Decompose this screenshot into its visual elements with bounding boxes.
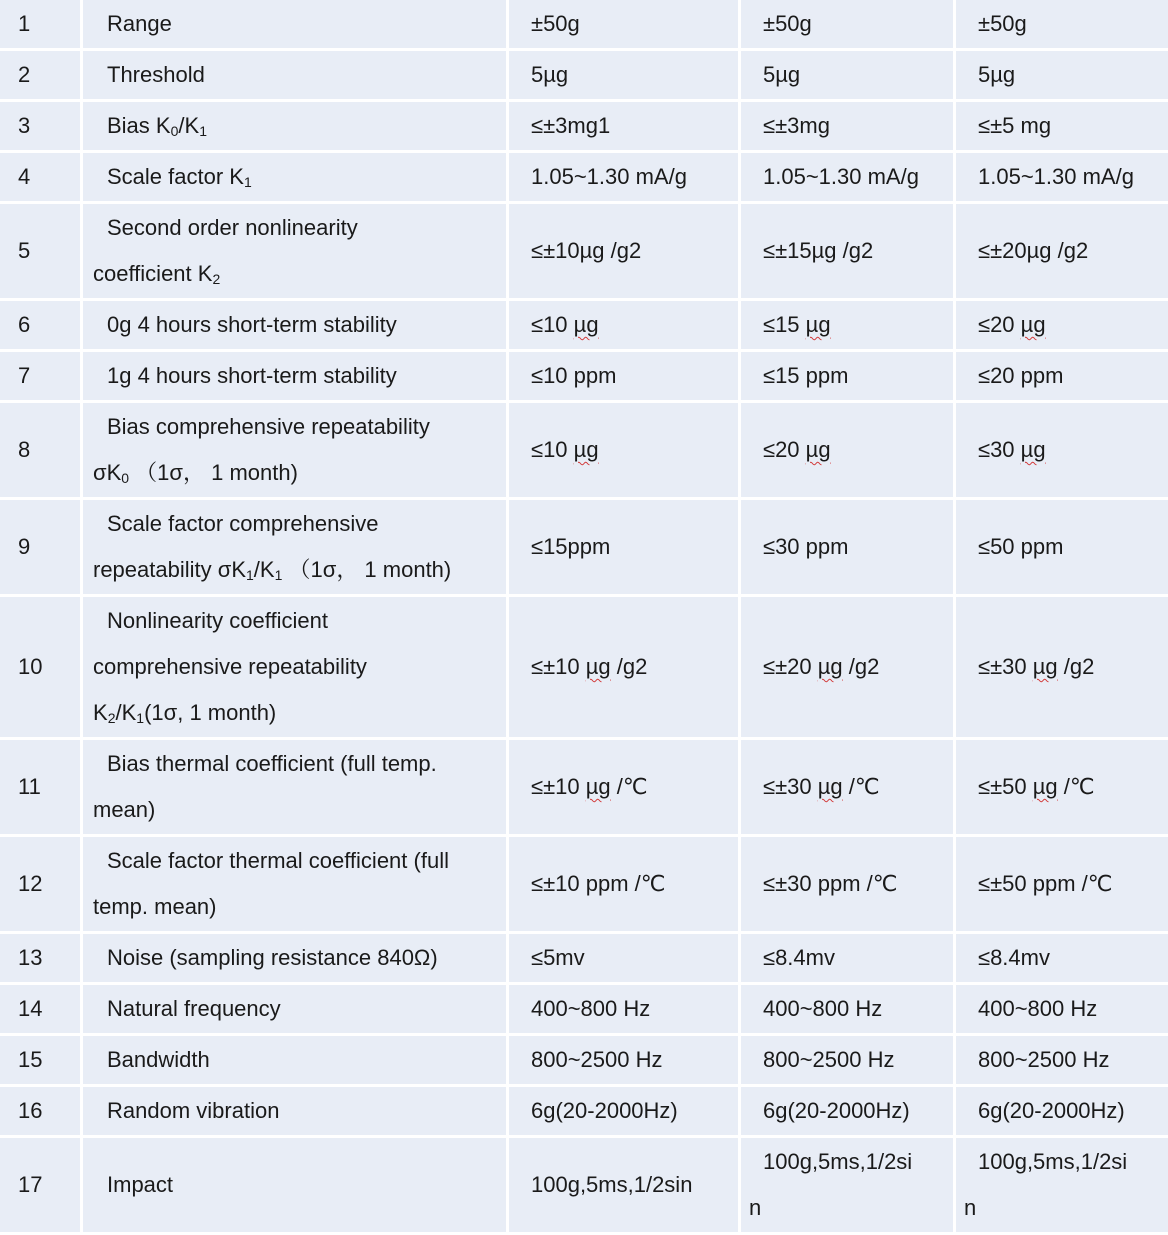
spec-value-col-3: ≤±50 µg /℃: [956, 740, 1168, 834]
parameter-name: Noise (sampling resistance 840Ω): [83, 934, 506, 982]
row-number: 10: [0, 597, 80, 737]
parameter-name: Second order nonlinearity coefficient $K_2$: [83, 204, 506, 298]
spec-value-col-1: 6g(20-2000Hz): [509, 1087, 738, 1135]
table-row: [0, 500, 1168, 594]
spec-value-col-1: 1.05~1.30 mA/g: [509, 153, 738, 201]
spec-value-col-3: 6g(20-2000Hz): [956, 1087, 1168, 1135]
row-number: 7: [0, 352, 80, 400]
table-row: [0, 51, 1168, 99]
row-number: 15: [0, 1036, 80, 1084]
spec-value-col-3: 400~800 Hz: [956, 985, 1168, 1033]
row-number: 5: [0, 204, 80, 298]
parameter-name: Natural frequency: [83, 985, 506, 1033]
spec-value-col-1: ≤10 µg: [509, 403, 738, 497]
row-number: 13: [0, 934, 80, 982]
spec-value-col-2: 100g,5ms,1/2si n: [741, 1138, 953, 1232]
row-number: 9: [0, 500, 80, 594]
table-row: [0, 740, 1168, 834]
row-number: 14: [0, 985, 80, 1033]
spec-value-col-3: 1.05~1.30 mA/g: [956, 153, 1168, 201]
table-row: [0, 153, 1168, 201]
spec-value-col-2: 400~800 Hz: [741, 985, 953, 1033]
spec-value-col-3: ≤±20µg /g2: [956, 204, 1168, 298]
spec-value-col-1: ≤10 µg: [509, 301, 738, 349]
spec-value-col-1: 800~2500 Hz: [509, 1036, 738, 1084]
row-number: 1: [0, 0, 80, 48]
spec-value-col-1: 400~800 Hz: [509, 985, 738, 1033]
spec-value-col-2: 5µg: [741, 51, 953, 99]
spec-value-col-3: ≤±5 mg: [956, 102, 1168, 150]
row-number: 2: [0, 51, 80, 99]
spec-value-col-2: ≤±30 ppm /℃: [741, 837, 953, 931]
table-row: [0, 352, 1168, 400]
spec-value-col-3: 5µg: [956, 51, 1168, 99]
spec-value-col-3: ≤±30 µg /g2: [956, 597, 1168, 737]
spec-value-col-3: ≤50 ppm: [956, 500, 1168, 594]
table-row: [0, 204, 1168, 298]
table-row: [0, 102, 1168, 150]
parameter-name: Bias $K_0/K_1$: [83, 102, 506, 150]
parameter-name: Scale factor thermal coefficient (full temp. mean): [83, 837, 506, 931]
parameter-name: 0g 4 hours short-term stability: [83, 301, 506, 349]
spec-value-col-1: ≤5mv: [509, 934, 738, 982]
table-row: [0, 985, 1168, 1033]
spec-value-col-3: ≤±50 ppm /℃: [956, 837, 1168, 931]
spec-value-col-3: 800~2500 Hz: [956, 1036, 1168, 1084]
parameter-name: Scale factor comprehensive repeatability $\sigma K_1/K_1$ （1σ， 1 month): [83, 500, 506, 594]
row-number: 11: [0, 740, 80, 834]
table-row: [0, 403, 1168, 497]
spec-value-col-1: ≤±3mg1: [509, 102, 738, 150]
row-number: 4: [0, 153, 80, 201]
spec-value-col-2: 800~2500 Hz: [741, 1036, 953, 1084]
spec-value-col-3: ±50g: [956, 0, 1168, 48]
row-number: 16: [0, 1087, 80, 1135]
spec-value-col-1: ±50g: [509, 0, 738, 48]
spec-value-col-1: ≤±10µg /g2: [509, 204, 738, 298]
spec-value-col-1: ≤±10 µg /g2: [509, 597, 738, 737]
table-row: [0, 301, 1168, 349]
row-number: 6: [0, 301, 80, 349]
parameter-name: Impact: [83, 1138, 506, 1232]
table-row: [0, 1138, 1168, 1232]
parameter-name: Scale factor $K_1$: [83, 153, 506, 201]
spec-value-col-2: ≤±20 µg /g2: [741, 597, 953, 737]
row-number: 17: [0, 1138, 80, 1232]
spec-value-col-3: ≤30 µg: [956, 403, 1168, 497]
spec-value-col-1: 100g,5ms,1/2sin: [509, 1138, 738, 1232]
parameter-name: Bandwidth: [83, 1036, 506, 1084]
spec-value-col-3: 100g,5ms,1/2si n: [956, 1138, 1168, 1232]
spec-value-col-2: 6g(20-2000Hz): [741, 1087, 953, 1135]
spec-value-col-1: 5µg: [509, 51, 738, 99]
table-row: [0, 597, 1168, 737]
row-number: 12: [0, 837, 80, 931]
parameter-name: Nonlinearity coefficient comprehensive repeatability $K_2/K_1(1\sigma$, 1 month): [83, 597, 506, 737]
spec-value-col-3: ≤20 µg: [956, 301, 1168, 349]
spec-value-col-1: ≤±10 µg /℃: [509, 740, 738, 834]
spec-value-col-2: ≤15 µg: [741, 301, 953, 349]
spec-value-col-2: ≤20 µg: [741, 403, 953, 497]
parameter-name: Bias thermal coefficient (full temp. mean): [83, 740, 506, 834]
parameter-name: Bias comprehensive repeatability $\sigma K_0$ （1σ， 1 month): [83, 403, 506, 497]
parameter-name: Range: [83, 0, 506, 48]
row-number: 3: [0, 102, 80, 150]
parameter-name: 1g 4 hours short-term stability: [83, 352, 506, 400]
spec-value-col-3: ≤20 ppm: [956, 352, 1168, 400]
spec-value-col-2: ≤±3mg: [741, 102, 953, 150]
row-number: 8: [0, 403, 80, 497]
spec-value-col-3: ≤8.4mv: [956, 934, 1168, 982]
spec-value-col-2: ≤±15µg /g2: [741, 204, 953, 298]
table-row: [0, 837, 1168, 931]
spec-value-col-1: ≤15ppm: [509, 500, 738, 594]
parameter-name: Threshold: [83, 51, 506, 99]
spec-value-col-2: ≤8.4mv: [741, 934, 953, 982]
spec-value-col-2: ±50g: [741, 0, 953, 48]
spec-value-col-1: ≤10 ppm: [509, 352, 738, 400]
table-row: [0, 1036, 1168, 1084]
spec-value-col-2: ≤15 ppm: [741, 352, 953, 400]
parameter-name: Random vibration: [83, 1087, 506, 1135]
table-row: [0, 0, 1168, 48]
spec-value-col-2: ≤±30 µg /℃: [741, 740, 953, 834]
table-row: [0, 934, 1168, 982]
spec-value-col-1: ≤±10 ppm /℃: [509, 837, 738, 931]
table-row: [0, 1087, 1168, 1135]
spec-value-col-2: 1.05~1.30 mA/g: [741, 153, 953, 201]
spec-value-col-2: ≤30 ppm: [741, 500, 953, 594]
